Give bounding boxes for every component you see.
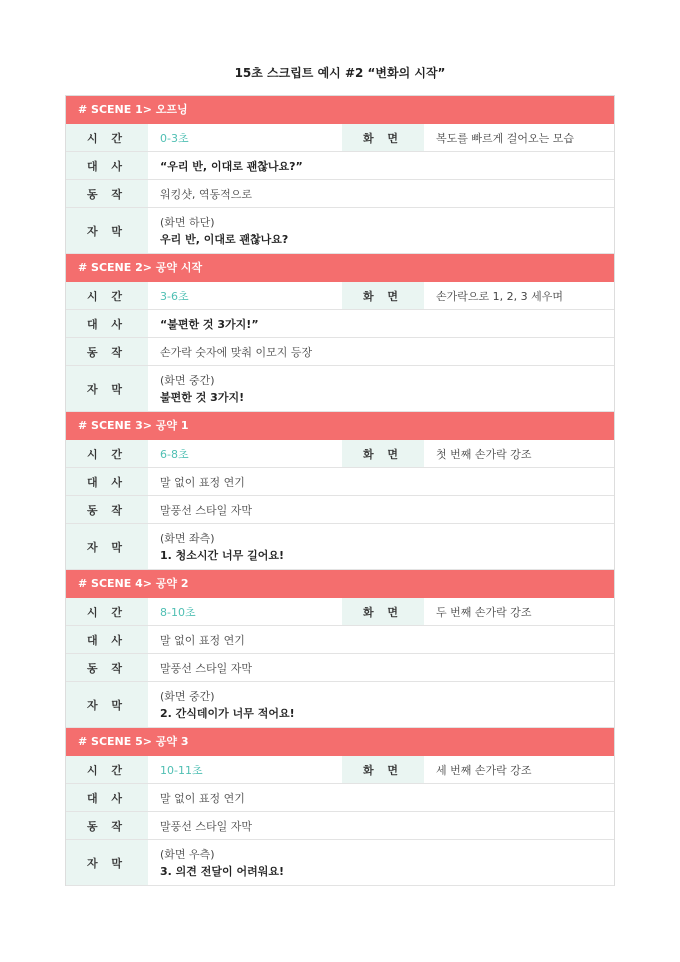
screen-label: 화 면 [342,124,424,151]
dialogue-value: “우리 반, 이대로 괜찮나요?” [160,159,303,173]
subtitle-value [148,366,614,411]
subtitle-row [66,366,614,412]
action-value: 손가락 숫자에 맞춰 이모지 등장 [160,345,313,359]
screen-label: 화 면 [342,598,424,625]
subtitle-position: (화면 중간) [160,373,215,387]
subtitle-text: 3. 의견 전달이 어려워요! [160,864,284,878]
scene-block-3 [66,412,614,570]
scene-header: # SCENE 4> 공약 2 [66,570,614,598]
subtitle-label: 자 막 [66,682,148,727]
subtitle-row [66,524,614,570]
action-value: 말풍선 스타일 자막 [160,503,253,517]
subtitle-row [66,208,614,254]
action-row [66,180,614,208]
subtitle-label: 자 막 [66,524,148,569]
time-row [66,756,614,784]
subtitle-label: 자 막 [66,208,148,253]
time-value: 0-3초 [160,131,189,145]
subtitle-position: (화면 우측) [160,847,215,861]
dialogue-label: 대 사 [66,626,148,653]
dialogue-row [66,310,614,338]
screen-label: 화 면 [342,756,424,783]
action-row [66,496,614,524]
scene-header: # SCENE 2> 공약 시작 [66,254,614,282]
time-value: 8-10초 [160,605,196,619]
subtitle-text: 우리 반, 이대로 괜찮나요? [160,232,289,246]
action-label: 동 작 [66,180,148,207]
action-value: 말풍선 스타일 자막 [160,661,253,675]
subtitle-text: 1. 청소시간 너무 길어요! [160,548,284,562]
action-row [66,812,614,840]
screen-label: 화 면 [342,282,424,309]
document-title: 15초 스크립트 예시 #2 “변화의 시작” [234,66,446,80]
script-table [65,95,615,886]
dialogue-value: 말 없이 표정 연기 [160,791,245,805]
subtitle-label: 자 막 [66,366,148,411]
time-label: 시 간 [66,756,148,783]
time-row [66,124,614,152]
action-label: 동 작 [66,812,148,839]
dialogue-value: 말 없이 표정 연기 [160,633,245,647]
dialogue-label: 대 사 [66,152,148,179]
screen-value: 손가락으로 1, 2, 3 세우며 [436,289,563,303]
scene-block-4 [66,570,614,728]
time-value: 3-6초 [160,289,189,303]
action-value: 말풍선 스타일 자막 [160,819,253,833]
scene-header: # SCENE 1> 오프닝 [66,96,614,124]
subtitle-position: (화면 하단) [160,215,215,229]
time-label: 시 간 [66,124,148,151]
subtitle-value [148,682,614,727]
time-label: 시 간 [66,440,148,467]
subtitle-value [148,524,614,569]
time-row [66,440,614,468]
action-value: 워킹샷, 역동적으로 [160,187,253,201]
time-value: 6-8초 [160,447,189,461]
screen-label: 화 면 [342,440,424,467]
action-row [66,654,614,682]
time-label: 시 간 [66,282,148,309]
subtitle-row [66,840,614,886]
dialogue-value: “불편한 것 3가지!” [160,317,259,331]
dialogue-row [66,626,614,654]
scene-block-5 [66,728,614,886]
screen-value: 복도를 빠르게 걸어오는 모습 [436,131,575,145]
scene-block-2 [66,254,614,412]
screen-value: 첫 번째 손가락 강조 [436,447,532,461]
subtitle-value [148,208,614,253]
scene-header: # SCENE 3> 공약 1 [66,412,614,440]
time-value: 10-11초 [160,763,203,777]
dialogue-label: 대 사 [66,310,148,337]
subtitle-text: 2. 간식데이가 너무 적어요! [160,706,295,720]
action-row [66,338,614,366]
screen-value: 두 번째 손가락 강조 [436,605,532,619]
dialogue-label: 대 사 [66,468,148,495]
dialogue-value: 말 없이 표정 연기 [160,475,245,489]
subtitle-position: (화면 중간) [160,689,215,703]
subtitle-label: 자 막 [66,840,148,885]
dialogue-label: 대 사 [66,784,148,811]
action-label: 동 작 [66,338,148,365]
subtitle-value [148,840,614,885]
time-label: 시 간 [66,598,148,625]
scene-block-1 [66,96,614,254]
action-label: 동 작 [66,654,148,681]
time-row [66,598,614,626]
subtitle-position: (화면 좌측) [160,531,215,545]
subtitle-text: 불편한 것 3가지! [160,390,245,404]
dialogue-row [66,784,614,812]
dialogue-row [66,468,614,496]
dialogue-row [66,152,614,180]
time-row [66,282,614,310]
subtitle-row [66,682,614,728]
action-label: 동 작 [66,496,148,523]
scene-header: # SCENE 5> 공약 3 [66,728,614,756]
screen-value: 세 번째 손가락 강조 [436,763,532,777]
